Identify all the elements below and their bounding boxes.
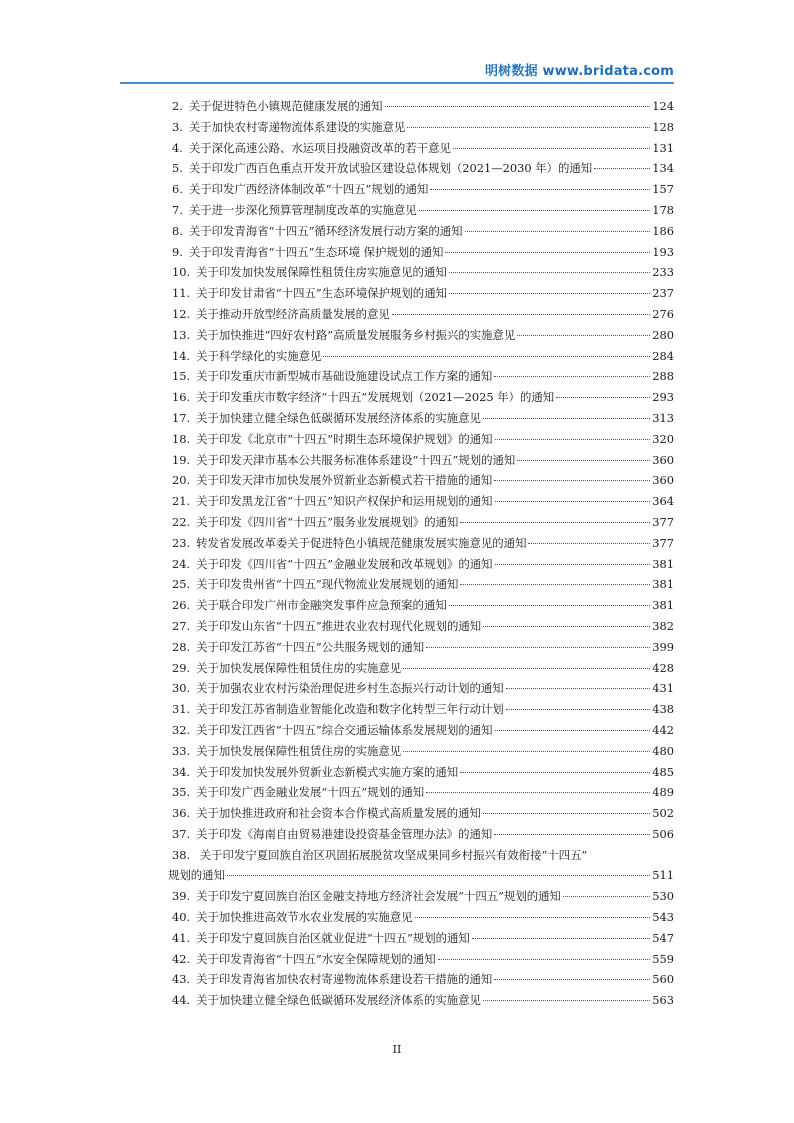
toc-leader-dots [494,833,650,835]
toc-leader-dots [419,209,651,211]
toc-entry-page: 381 [652,556,674,571]
toc-leader-dots [563,895,650,897]
toc-entry-title: 关于联合印发广州市金融突发事件应急预案的通知 [196,598,447,613]
toc-entry-page: 131 [652,140,674,155]
toc-entry-title: 关于印发江西省“十四五”综合交通运输体系发展规划的通知 [196,722,493,737]
toc-entry[interactable] [172,928,674,949]
toc-entry-title: 关于印发《海南自由贸易港建设投资基金管理办法》的通知 [196,826,493,841]
toc-entry-page: 399 [652,639,674,654]
toc-leader-dots [460,521,650,523]
toc-leader-dots [517,334,650,336]
toc-leader-dots [430,188,650,190]
toc-leader-dots [449,292,650,294]
toc-entry-title: 关于印发青海省“十四五”生态环境 保护规划的通知 [188,244,444,259]
toc-leader-dots [528,542,650,544]
toc-entry-title: 关于加快推进高效节水农业发展的实施意见 [196,910,413,925]
toc-entry-page: 485 [652,764,674,779]
toc-entry-number: 8. [172,223,183,238]
toc-entry-page: 559 [652,951,674,966]
toc-entry-title: 关于印发天津市加快发展外贸新业态新模式若干措施的通知 [196,473,493,488]
toc-entry-title: 关于印发宁夏回族自治区就业促进“十四五”规划的通知 [196,930,470,945]
toc-entry-number: 42. [172,951,191,966]
toc-entry-number: 15. [172,369,191,384]
toc-entry-title: 关于加快发展保障性租赁住房的实施意见 [196,743,402,758]
toc-entry-number: 10. [172,265,191,280]
toc-entry[interactable] [172,554,674,575]
toc-leader-dots [465,230,651,232]
toc-leader-dots [506,687,651,689]
toc-entry[interactable] [172,200,674,221]
toc-entry-title: 关于印发贵州省“十四五”现代物流业发展规划的通知 [196,577,459,592]
toc-entry-title: 关于促进特色小镇规范健康发展的通知 [188,99,383,113]
toc-entry[interactable] [172,138,674,159]
toc-entry[interactable] [172,803,674,824]
toc-entry-page: 428 [652,660,674,675]
toc-entry-title: 关于印发江苏省“十四五”公共服务规划的通知 [196,639,425,654]
toc-entry-number: 24. [172,556,191,571]
toc-entry-page: 511 [652,868,674,883]
toc-entry[interactable] [172,678,674,699]
toc-entry-number: 31. [172,702,191,717]
toc-entry[interactable] [172,304,674,325]
toc-entry[interactable] [172,741,674,762]
toc-entry-title: 关于印发山东省“十四五”推进农业农村现代化规划的通知 [196,618,482,633]
toc-entry-number: 17. [172,410,191,425]
toc-entry-title-line1: 关于印发宁夏回族自治区巩固拓展脱贫攻坚成果同乡村振兴有效衔接“十四五” [199,847,588,862]
toc-entry[interactable] [172,117,674,138]
toc-entry[interactable] [172,824,674,845]
toc-entry-page: 134 [652,161,674,176]
toc-leader-dots [483,812,650,814]
toc-entry-38[interactable] [168,845,674,887]
toc-entry-title: 关于印发广西百色重点开发开放试验区建设总体规划（2021—2030 年）的通知 [188,161,593,176]
toc-entry[interactable] [172,658,674,679]
toc-entry[interactable] [172,408,674,429]
toc-entry[interactable] [172,387,674,408]
toc-entry-page: 381 [652,577,674,592]
toc-leader-dots [495,563,651,565]
toc-entry[interactable] [172,346,674,367]
toc-entry-page: 442 [652,722,674,737]
toc-entry-title: 关于印发天津市基本公共服务标准体系建设“十四五”规划的通知 [196,452,516,467]
toc-entry-number: 38. [172,847,191,862]
toc-entry-number: 19. [172,452,191,467]
toc-leader-dots [438,958,651,960]
toc-leader-dots [517,459,650,461]
toc-entry-title: 关于印发江苏省制造业智能化改造和数字化转型三年行动计划 [196,702,504,717]
toc-entry[interactable] [172,949,674,970]
header-divider [120,82,674,84]
toc-entry-title-line2: 规划的通知 [168,868,225,883]
page-number: II [392,1043,402,1056]
toc-entry-page: 489 [652,785,674,800]
toc-entry-number: 30. [172,681,191,696]
toc-entry-title: 关于印发青海省加快农村寄递物流体系建设若干措施的通知 [196,972,493,987]
toc-entry-number: 21. [172,494,191,509]
toc-entry-title: 关于印发青海省“十四五”水安全保障规划的通知 [196,951,436,966]
toc-entry-title: 关于加快建立健全绿色低碳循环发展经济体系的实施意见 [196,993,481,1008]
toc-leader-dots [594,167,650,169]
toc-entry-title: 关于加强农业农村污染治理促进乡村生态振兴行动计划的通知 [196,681,504,696]
toc-entry-page: 431 [652,681,674,696]
toc-entry[interactable] [172,158,674,179]
toc-entry-number: 3. [172,119,183,134]
toc-entry-page: 360 [652,473,674,488]
toc-entry-page: 233 [652,265,674,280]
toc-entry-number: 28. [172,639,191,654]
toc-entry[interactable] [172,179,674,200]
toc-entry-number: 14. [172,348,191,363]
toc-entry[interactable] [172,907,674,928]
toc-entry-number: 39. [172,889,191,904]
brand-watermark: 明树数据 www.bridata.com [484,64,674,79]
toc-leader-dots [426,791,650,793]
toc-leader-dots [483,417,650,419]
toc-entry[interactable] [172,720,674,741]
toc-group-after [172,886,674,1011]
toc-entry[interactable] [172,699,674,720]
table-of-contents [168,96,674,1011]
toc-leader-dots [407,126,650,128]
toc-entry-number: 25. [172,577,191,592]
toc-entry-page: 293 [652,390,674,405]
toc-leader-dots [483,999,650,1001]
toc-entry-title: 关于加快建立健全绿色低碳循环发展经济体系的实施意见 [196,410,481,425]
toc-entry-page: 506 [652,826,674,841]
toc-entry[interactable] [172,886,674,907]
toc-leader-dots [494,978,650,980]
toc-entry[interactable] [172,450,674,471]
toc-entry-title: 关于加快推进政府和社会资本合作模式高质量发展的通知 [196,806,481,821]
toc-entry-title: 关于印发重庆市新型城市基础设施建设试点工作方案的通知 [196,369,493,384]
toc-entry-title: 关于印发《四川省“十四五”金融业发展和改革规划》的通知 [196,556,493,571]
toc-entry-number: 22. [172,514,191,529]
toc-entry-number: 6. [172,182,183,197]
toc-entry-page: 480 [652,743,674,758]
toc-leader-dots [494,375,650,377]
toc-entry[interactable] [172,262,674,283]
toc-entry-title: 转发省发展改革委关于促进特色小镇规范健康发展实施意见的通知 [196,535,527,550]
toc-entry-number: 2. [172,99,183,113]
toc-entry-title: 关于印发《四川省“十四五”服务业发展规划》的通知 [196,514,459,529]
toc-leader-dots [495,500,651,502]
toc-entry-page: 284 [652,348,674,363]
toc-entry-page: 547 [652,930,674,945]
toc-entry-title: 关于印发《北京市“十四五”时期生态环境保护规划》的通知 [196,431,493,446]
toc-entry-number: 32. [172,722,191,737]
toc-leader-dots [392,313,650,315]
toc-entry-number: 18. [172,431,191,446]
toc-entry[interactable] [172,366,674,387]
toc-entry-title: 关于印发广西金融业发展“十四五”规划的通知 [196,785,425,800]
toc-entry[interactable] [172,429,674,450]
toc-entry-page: 280 [652,327,674,342]
toc-leader-dots [385,105,651,107]
toc-entry-title: 关于印发广西经济体制改革“十四五”规划的通知 [188,182,429,197]
toc-leader-dots [227,874,650,876]
toc-entry-title: 关于印发黑龙江省“十四五”知识产权保护和运用规划的通知 [196,494,493,509]
toc-entry-title: 关于加快推进“四好农村路”高质量发展服务乡村振兴的实施意见 [196,327,516,342]
toc-entry-number: 9. [172,244,183,259]
toc-entry-title: 关于印发加快发展外贸新业态新模式实施方案的通知 [196,764,459,779]
toc-entry-title: 关于印发加快发展保障性租赁住房实施意见的通知 [196,265,447,280]
toc-leader-dots [494,479,650,481]
toc-entry-title: 关于加快农村寄递物流体系建设的实施意见 [188,119,406,134]
toc-entry-page: 320 [652,431,674,446]
toc-entry-number: 44. [172,993,191,1008]
toc-entry-page: 360 [652,452,674,467]
toc-entry-page: 186 [652,223,674,238]
toc-entry-number: 40. [172,910,191,925]
toc-entry-number: 37. [172,826,191,841]
toc-entry-number: 11. [172,286,191,301]
toc-leader-dots [460,583,650,585]
toc-leader-dots [495,438,651,440]
toc-entry-title: 关于加快发展保障性租赁住房的实施意见 [196,660,402,675]
toc-leader-dots [449,271,651,273]
toc-group-before [172,96,674,845]
toc-entry[interactable] [172,512,674,533]
toc-entry-page: 377 [652,514,674,529]
toc-leader-dots [449,604,651,606]
toc-entry-number: 27. [172,618,191,633]
toc-entry-page: 193 [652,244,674,259]
toc-entry-number: 41. [172,930,191,945]
toc-leader-dots [403,750,650,752]
toc-entry-page: 128 [652,119,674,134]
toc-entry[interactable] [172,616,674,637]
toc-entry[interactable] [172,637,674,658]
toc-entry-page: 530 [652,889,674,904]
toc-leader-dots [426,646,650,648]
toc-entry-page: 543 [652,910,674,925]
toc-entry-number: 23. [172,535,191,550]
toc-leader-dots [495,729,651,731]
toc-leader-dots [556,396,650,398]
toc-entry-page: 377 [652,535,674,550]
toc-leader-dots [472,937,650,939]
toc-entry-title: 关于印发宁夏回族自治区金融支持地方经济社会发展“十四五”规划的通知 [196,889,561,904]
toc-leader-dots [483,625,650,627]
toc-entry-number: 7. [172,202,183,217]
toc-entry-number: 36. [172,806,191,821]
toc-entry[interactable] [172,325,674,346]
toc-entry[interactable] [172,595,674,616]
toc-entry-title: 关于深化高速公路、水运项目投融资改革的若干意见 [188,140,451,155]
toc-entry-page: 288 [652,369,674,384]
toc-entry-number: 5. [172,161,183,176]
toc-entry-page: 502 [652,806,674,821]
toc-entry-page: 438 [652,702,674,717]
toc-leader-dots [415,916,651,918]
toc-entry-number: 13. [172,327,191,342]
toc-entry[interactable] [172,470,674,491]
toc-entry-page: 313 [652,410,674,425]
toc-entry-number: 12. [172,306,191,321]
toc-entry[interactable] [172,96,674,117]
toc-entry-number: 35. [172,785,191,800]
toc-entry-page: 124 [652,99,674,113]
toc-entry[interactable] [172,533,674,554]
toc-entry[interactable] [172,221,674,242]
toc-entry-number: 34. [172,764,191,779]
toc-entry-title: 关于印发甘肃省“十四五”生态环境保护规划的通知 [196,286,447,301]
toc-entry[interactable] [172,762,674,783]
toc-entry-title: 关于印发青海省“十四五”循环经济发展行动方案的通知 [188,223,463,238]
toc-leader-dots [403,667,650,669]
toc-entry-number: 20. [172,473,191,488]
toc-entry-title: 关于推动开放型经济高质量发展的意见 [196,306,390,321]
toc-leader-dots [323,355,650,357]
toc-entry[interactable] [172,969,674,990]
toc-entry-number: 43. [172,972,191,987]
toc-entry[interactable] [172,990,674,1011]
toc-entry-page: 382 [652,618,674,633]
toc-entry-page: 381 [652,598,674,613]
toc-entry-page: 364 [652,494,674,509]
toc-leader-dots [506,708,651,710]
toc-entry-page: 178 [652,202,674,217]
toc-entry-number: 4. [172,140,183,155]
toc-entry[interactable] [172,782,674,803]
toc-leader-dots [453,147,650,149]
toc-entry-number: 29. [172,660,191,675]
toc-leader-dots [445,251,650,253]
toc-entry[interactable] [172,283,674,304]
toc-entry-title: 关于印发重庆市数字经济“十四五”发展规划（2021—2025 年）的通知 [196,390,555,405]
toc-entry-title: 关于科学绿化的实施意见 [196,348,322,363]
toc-entry-number: 26. [172,598,191,613]
toc-entry-title: 关于进一步深化预算管理制度改革的实施意见 [188,202,417,217]
toc-entry-number: 33. [172,743,191,758]
toc-entry-number: 16. [172,390,191,405]
toc-entry-page: 563 [652,993,674,1008]
toc-entry-page: 157 [652,182,674,197]
toc-entry-page: 560 [652,972,674,987]
toc-entry-page: 237 [652,286,674,301]
toc-entry[interactable] [172,491,674,512]
toc-entry[interactable] [172,574,674,595]
toc-entry[interactable] [172,242,674,263]
toc-leader-dots [460,771,650,773]
toc-entry-page: 276 [652,306,674,321]
